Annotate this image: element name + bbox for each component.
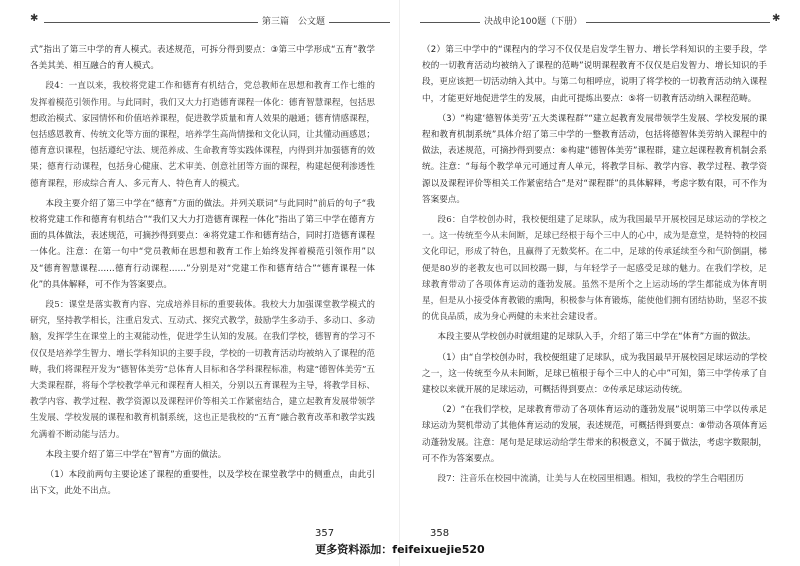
handwritten-excerpt: 段7：注音乐在校园中流淌，让美与人在校园里相遇。相知，我校的学生合唱团历 bbox=[437, 474, 744, 485]
paragraph: 本段主要介绍了第三中学在“德育”方面的做法。并列关联词“与此同时”前后的句子“我校将党建工作和德育有机结合”“我们又大力打造德育课程一体化”指出了第三中学在德育方面的具体做法，表述规范，可摘抄得到要点：④将党建工作和德育结合，同时打造德育课程一体化。注意：在第一句中“党员教师在思想和教育工作上始终发挥着模范引领作用”以及“德育智慧课程……德育行动课程……”分别是对“党建工作和德育结合”“德育课程一体化”的具体解释，可不作为答案要点。 bbox=[30, 198, 375, 290]
right-page-body bbox=[422, 42, 767, 491]
footer-watermark-text: 更多资料添加：feifeixuejie520 bbox=[315, 543, 485, 556]
handwritten-excerpt: 段5：课堂是落实教育内容、完成培养目标的重要载体。我校大力加强课堂教学模式的研究，坚持教学相长，注重启发式、互动式、探究式教学，鼓励学生多动手、多动口、多动脑，发挥学生在课堂上的主观能动性，促进学生认知的发展。在我们学校，德智育的学习不仅仅是培养学生智力、增长学科知识的主要手段，学校的一切教育活动均被纳入了课程的范畴，我们将课程开发为“德智体美劳”总体育人目标和各学科课程标准，构建“德智体美劳”五大类课程群，将每个学校教学单元和课程育人相关，分别以五育课程为主导，将教学目标、教学内容、教学过程、教学资源以及课程评价等相关工作紧密结合，建立起教育发展带领学生发展、学校发展的课程和教育机制系统，这也正是我校的“五育”融合教育改革和教学实践允满着不断动能与活力。 bbox=[30, 300, 375, 440]
star-ornament-icon: ✱ bbox=[772, 13, 781, 24]
right-page-number: 358 bbox=[430, 528, 450, 539]
paragraph: （2）“在我们学校，足球教育带动了各项体育运动的蓬勃发展”说明第三中学以传承足球运动为契机带动了其他体育运动的发展，表述规范，可概括得到要点：⑧带动各项体育运动蓬勃发展。注意：尾句是足球运动给学生带来的积极意义，不属于做法，考虑字数限制，可不作为答案要点。 bbox=[422, 405, 767, 464]
handwritten-excerpt: 段4：一直以来，我校将党建工作和德育有机结合，党总教师在思想和教育工作七维的发挥着模范引领作用。与此同时，我们又大力打造德育课程一体化：德育智慧课程，包括思想政治模式、家园情怀和价值培养课程，促进教学质量和育人效果的融通；德育情感课程，包括感恩教育、传统文化等方面的课程，培养学生高尚情操和文化认同，让其懂动画感恩；德育意识课程，包括遵纪守法、规范养成、生命教育等实践体课程，内得到并加强德育的效果；德育行动课程，包括身心健康、艺术审美、创意社团等方面的课程，构建起便利渗透性德育课程，形成综合育人、多元育人、特色育人的模式。 bbox=[30, 81, 375, 189]
right-page-header bbox=[420, 14, 785, 30]
paragraph: （1）本段前两句主要论述了课程的重要性，以及学校在课堂教学中的侧重点，由此引出下文，此处不出点。 bbox=[30, 470, 375, 497]
paragraph: （2）第三中学中的“课程内的学习不仅仅是启发学生智力、增长学科知识的主要手段，学校的一切教育活动均被纳入了课程的范畴”说明课程教育不仅仅是启发智力、增长知识的手段，更应该把一切活动纳入其中。与第二句相呼应，说明了将学校的一切教育活动纳入课程中，才能更好地促进学生的发展，由此可提炼出要点：⑤将一切教育活动纳入课程范畴。 bbox=[422, 45, 767, 104]
right-header-title: 决战申论100题（下册） bbox=[480, 14, 586, 27]
left-page-header bbox=[30, 14, 390, 30]
header-rule bbox=[44, 22, 390, 23]
left-page-number: 357 bbox=[315, 528, 335, 539]
paragraph: （3）“构建‘德智体美劳’五大类课程群”“建立起教育发展带领学生发展、学校发展的课程和教育机制系统”具体介绍了第三中学的一整教育活动，包括将德智体美劳纳入课程中的做法，表述规范，可摘抄得到要点：⑥构建“德智体美劳”课程群，建立起课程教育机制会系统。注意：“每每个教学单元可通过育人单元，将教学目标、教学内容、教学过程、教学资源以及课程评价等相关工作紧密结合”是对“课程群”的具体解释，考虑字数有限，可不作为答案要点。 bbox=[422, 113, 767, 205]
book-spine bbox=[399, 0, 400, 566]
paragraph: （1）由“自学校创办时，我校便组建了足球队，成为我国最早开展校园足球运动的学校之一，这一传统至今从未间断，足球已植根于每个三中人的心中”可知，第三中学传承了自建校以来就开展的足球运动，可概括得到要点：⑦传承足球运动传统。 bbox=[422, 352, 767, 396]
star-ornament-icon: ✱ bbox=[30, 13, 39, 24]
header-rule bbox=[420, 22, 770, 23]
paragraph: 本段主要介绍了第三中学在“智育”方面的做法。 bbox=[45, 449, 227, 460]
left-page-body bbox=[30, 42, 375, 503]
paragraph: 本段主要从学校创办时就组建的足球队入手，介绍了第三中学在“体育”方面的做法。 bbox=[437, 332, 756, 343]
handwritten-excerpt: 段6：自学校创办时，我校便组建了足球队，成为我国最早开展校园足球运动的学校之一。这一传统至今从未间断，足球已经根于每个三中人的心中，成为是意堂，是特特的校园文化印记，形成了特色，且赢得了无数奖杯。在二中，足球的传承延续至今和气阶倒副，梯便是80岁的老教友也可以回校踢一脚，与年轻学子一起感受足球的魅力。在我们学校，足球教育带动了各项体育运动的蓬勃发展。虽然不是所个之上运动场的学生都能成为体育明星，但是从小接受体育教锻的熏陶，积极参与体育锻炼，能使他们拥有团结协助，坚忍不拔的优良品质，成为身心两健的未来社会建设者。 bbox=[422, 215, 767, 323]
left-header-title: 第三篇 公文题 bbox=[258, 14, 329, 27]
paragraph: 式”指出了第三中学的育人模式。表述规范，可拆分得到要点：③第三中学形成“五育”教学各美其美、相互融合的育人模式。 bbox=[30, 45, 375, 72]
